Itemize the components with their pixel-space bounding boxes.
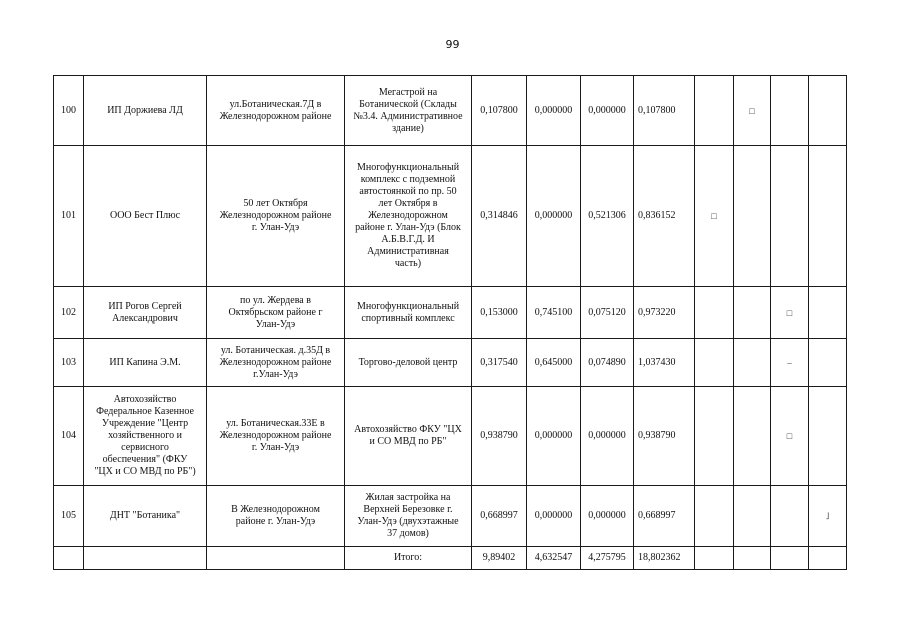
value-2-cell: 0,000000 bbox=[534, 430, 573, 441]
value-1-cell: 0,668997 bbox=[480, 510, 518, 521]
table-vertical-rule bbox=[733, 75, 734, 570]
object-description-cell: Многофункциональный спортивный комплекс bbox=[356, 300, 460, 324]
row-number-cell: 102 bbox=[61, 306, 76, 318]
value-3-cell: 0,074890 bbox=[588, 356, 626, 368]
object-description-cell: Автохозяйство ФКУ "ЦХ и СО МВД по РБ" bbox=[354, 424, 462, 447]
total-value-1-cell: 9,89402 bbox=[482, 552, 516, 563]
organization-name-cell: ДНТ "Ботаника" bbox=[109, 510, 181, 521]
object-description-cell: Торгово-деловой центр bbox=[358, 356, 458, 368]
value-2-cell: 0,000000 bbox=[534, 510, 573, 521]
address-cell: ул.Ботаническая.7Д в Железнодорожном районе bbox=[219, 98, 332, 122]
organization-name-cell: ИП Капина Э.М. bbox=[109, 356, 181, 368]
organization-name-cell: ИП Рогов Сергей Александрович bbox=[108, 300, 182, 324]
value-1-cell: 0,314846 bbox=[480, 210, 518, 221]
value-4-cell: 0,938790 bbox=[638, 430, 676, 441]
value-3-cell: 0,000000 bbox=[588, 510, 626, 521]
row-number-cell: 104 bbox=[61, 430, 76, 441]
value-3-cell: 0,521306 bbox=[588, 210, 626, 221]
row-number-cell: 105 bbox=[61, 510, 76, 521]
organization-name-cell: Автохозяйство Федеральное Казенное Учреждение "Центр хозяйственного и сервисного обеспечения" (ФКУ "ЦХ и СО МВД по РБ") bbox=[94, 394, 196, 477]
table-horizontal-rule bbox=[53, 569, 847, 570]
row-number-cell: 103 bbox=[61, 356, 76, 368]
object-description-cell: Мегастрой на Ботанической (Склады №3.4. Административное здание) bbox=[353, 86, 463, 134]
row-number-cell: 101 bbox=[61, 210, 76, 221]
address-cell: ул. Ботаническая.33Е в Железнодорожном районе г. Улан-Удэ bbox=[219, 418, 332, 453]
check-mark-icon: ˩ bbox=[825, 511, 830, 521]
check-mark-icon: – bbox=[787, 357, 792, 368]
value-1-cell: 0,107800 bbox=[480, 104, 518, 116]
total-value-2-cell: 4,632547 bbox=[534, 552, 573, 563]
organization-name-cell: ИП Доржиева ЛД bbox=[107, 104, 183, 116]
object-description-cell: Многофункциональный комплекс с подземной автостоянкой по пр. 50 лет Октября в Железнодорожном районе г. Улан-Удэ (Блок А.Б.В.Г.Д. И Административная часть) bbox=[355, 162, 461, 269]
value-4-cell: 1,037430 bbox=[638, 356, 676, 368]
address-cell: В Железнодорожном районе г. Улан-Удэ bbox=[231, 504, 320, 527]
value-1-cell: 0,938790 bbox=[480, 430, 518, 441]
check-mark-icon: □ bbox=[711, 211, 717, 221]
value-4-cell: 0,668997 bbox=[638, 510, 676, 521]
total-label-cell: Итого: bbox=[393, 552, 423, 563]
page-number: 99 bbox=[445, 38, 460, 51]
value-2-cell: 0,745100 bbox=[534, 306, 573, 318]
check-mark-icon: □ bbox=[786, 431, 793, 441]
value-3-cell: 0,075120 bbox=[588, 306, 626, 318]
address-cell: ул. Ботаническая. д.35Д в Железнодорожном районе г.Улан-Удэ bbox=[219, 344, 332, 380]
object-description-cell: Жилая застройка на Верхней Березовке г. Улан-Удэ (двухэтажные 37 домов) bbox=[357, 492, 459, 539]
check-mark-icon: □ bbox=[786, 307, 793, 318]
total-value-3-cell: 4,275795 bbox=[588, 552, 626, 563]
value-1-cell: 0,153000 bbox=[480, 306, 518, 318]
value-3-cell: 0,000000 bbox=[588, 104, 626, 116]
value-3-cell: 0,000000 bbox=[588, 430, 626, 441]
address-cell: 50 лет Октября Железнодорожном районе г. Улан-Удэ bbox=[219, 198, 332, 233]
value-4-cell: 0,973220 bbox=[638, 306, 676, 318]
value-4-cell: 0,836152 bbox=[638, 210, 676, 221]
address-cell: по ул. Жердева в Октябрьском районе г Улан-Удэ bbox=[228, 294, 323, 330]
total-value-4-cell: 18,802362 bbox=[638, 552, 681, 563]
row-number-cell: 100 bbox=[61, 104, 76, 116]
table-vertical-rule bbox=[846, 75, 847, 570]
organization-name-cell: ООО Бест Плюс bbox=[109, 210, 181, 221]
value-2-cell: 0,000000 bbox=[534, 210, 573, 221]
value-4-cell: 0,107800 bbox=[638, 104, 676, 116]
value-2-cell: 0,645000 bbox=[534, 356, 573, 368]
value-1-cell: 0,317540 bbox=[480, 356, 518, 368]
check-mark-icon: □ bbox=[749, 105, 755, 116]
value-2-cell: 0,000000 bbox=[534, 104, 573, 116]
